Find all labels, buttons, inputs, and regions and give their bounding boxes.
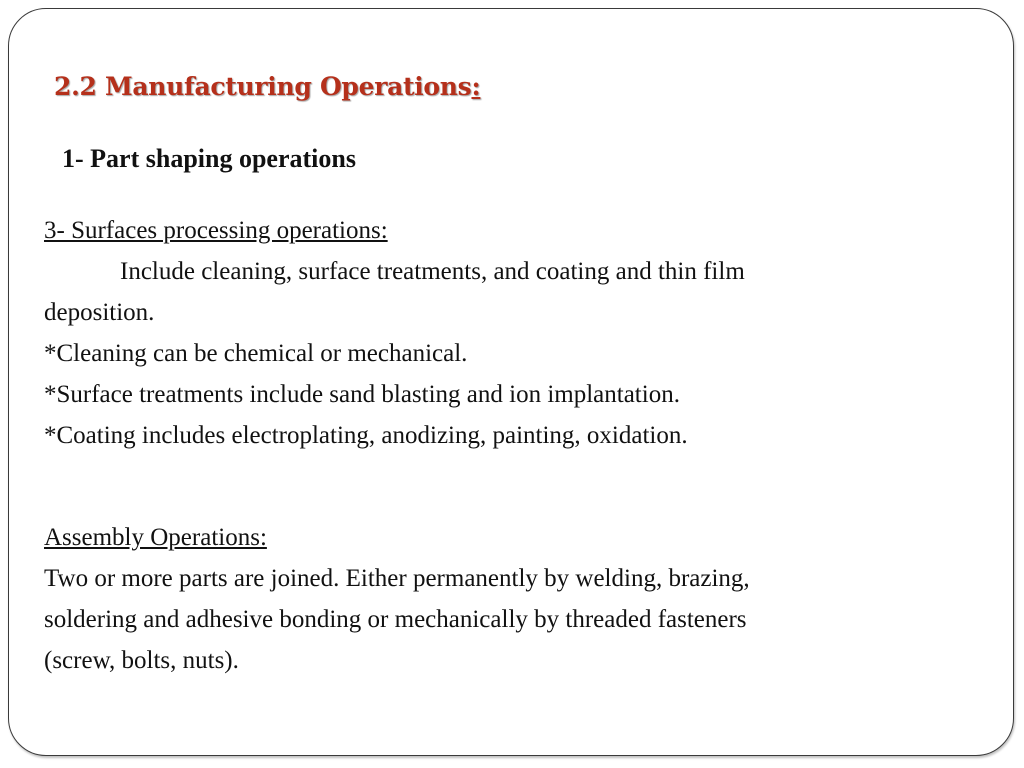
- slide-title: [54, 72, 480, 101]
- surfaces-section: [44, 210, 964, 456]
- surfaces-line: Include cleaning, surface treatments, and coating and thin film: [120, 258, 745, 285]
- assembly-line: Two or more parts are joined. Either permanently by welding, brazing,: [44, 565, 750, 592]
- surfaces-line: *Coating includes electroplating, anodizing, painting, oxidation.: [44, 422, 688, 449]
- surfaces-line: *Cleaning can be chemical or mechanical.: [44, 340, 468, 367]
- surfaces-heading: 3- Surfaces processing operations:: [44, 217, 388, 244]
- assembly-line: (screw, bolts, nuts).: [44, 647, 239, 674]
- slide-title-colon: :: [471, 72, 481, 101]
- assembly-section: [44, 517, 964, 681]
- assembly-heading: Assembly Operations:: [44, 524, 267, 551]
- surfaces-line: deposition.: [44, 299, 155, 326]
- assembly-line: soldering and adhesive bonding or mechanically by threaded fasteners: [44, 606, 747, 633]
- surfaces-line: *Surface treatments include sand blasting and ion implantation.: [44, 381, 680, 408]
- part-shaping-heading: 1- Part shaping operations: [62, 144, 356, 173]
- slide-title-text: 2.2 Manufacturing Operations: [54, 72, 472, 101]
